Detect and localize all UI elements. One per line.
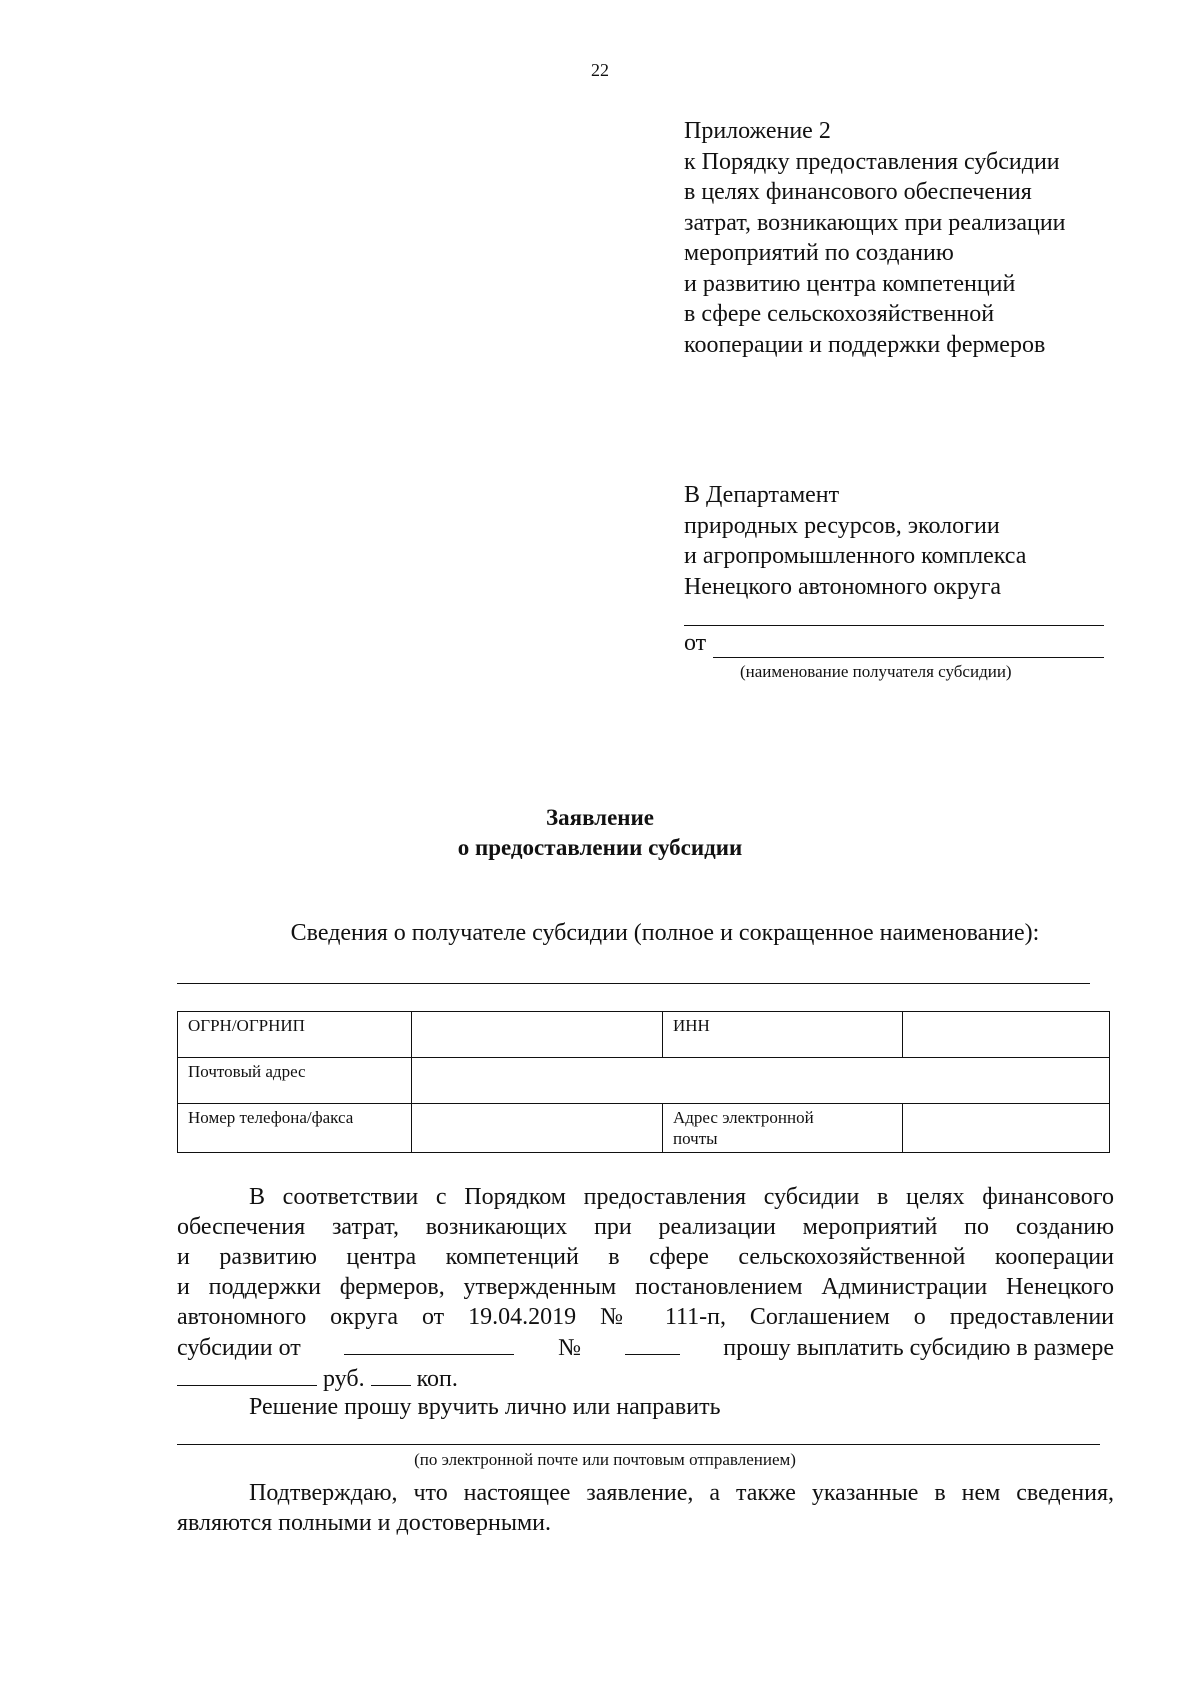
delivery-method-label: Решение прошу вручить лично или направить	[249, 1394, 721, 1420]
inn-value-cell[interactable]	[903, 1012, 1110, 1058]
subsidy-from-label: субсидии от	[177, 1335, 301, 1361]
document-title	[0, 803, 1200, 863]
email-label-line: Адрес электронной	[673, 1108, 814, 1127]
title-line: Заявление	[545, 805, 655, 830]
recipient-details-table	[177, 1011, 1110, 1153]
confirmation-paragraph	[177, 1478, 1114, 1538]
rub-label: руб.	[323, 1366, 365, 1392]
appendix-line: затрат, возникающих при реализации	[684, 209, 1066, 236]
postal-address-value-cell[interactable]	[412, 1058, 1110, 1104]
number-sign: №	[558, 1335, 581, 1361]
recipient-info-label: Сведения о получателе субсидии (полное и сокращенное наименование):	[290, 920, 1040, 946]
addressee-block	[684, 480, 1026, 602]
agreement-number-field[interactable]	[625, 1332, 680, 1355]
phone-label: Номер телефона/факса	[178, 1104, 412, 1153]
appendix-line: и развитию центра компетенций	[684, 270, 1016, 297]
amount-kop-field[interactable]	[371, 1363, 411, 1386]
phone-value-cell[interactable]	[412, 1104, 663, 1153]
paragraph-line: автономного округа от 19.04.2019 № 111-п, Соглашением о предоставлении	[177, 1304, 1114, 1330]
paragraph-line: обеспечения затрат, возникающих при реализации мероприятий по созданию	[177, 1214, 1114, 1240]
email-value-cell[interactable]	[903, 1104, 1110, 1153]
paragraph-line-fields	[177, 1332, 1114, 1363]
ogrn-value-cell[interactable]	[412, 1012, 663, 1058]
appendix-line: мероприятий по созданию	[684, 240, 954, 266]
addressee-line: Ненецкого автономного округа	[684, 573, 1002, 600]
kop-label: коп.	[416, 1366, 458, 1392]
recipient-name-blank-line	[177, 983, 1090, 984]
amount-rub-field[interactable]	[177, 1363, 317, 1386]
paragraph-line: и поддержки фермеров, утвержденным постановлением Администрации Ненецкого	[177, 1274, 1114, 1300]
from-blank-line	[713, 657, 1104, 658]
paragraph-line: В соответствии с Порядком предоставления субсидии в целях финансового	[249, 1184, 1114, 1210]
paragraph-line: Подтверждаю, что настоящее заявление, а также указанные в нем сведения,	[249, 1480, 1114, 1506]
paragraph-request	[177, 1182, 1114, 1394]
request-text: прошу выплатить субсидию в размере	[723, 1335, 1114, 1361]
delivery-method-note: (по электронной почте или почтовым отправлением)	[414, 1450, 796, 1469]
postal-address-label: Почтовый адрес	[178, 1058, 412, 1104]
delivery-method-blank-line[interactable]	[177, 1444, 1100, 1445]
appendix-header	[684, 116, 1066, 360]
title-line: о предоставлении субсидии	[457, 835, 743, 860]
appendix-line: в целях финансового обеспечения	[684, 179, 1032, 205]
addressee-line: природных ресурсов, экологии	[684, 512, 1000, 539]
paragraph-line-amount	[177, 1363, 1114, 1394]
recipient-name-note: (наименование получателя субсидии)	[740, 662, 1012, 681]
paragraph-line: являются полными и достоверными.	[177, 1510, 551, 1536]
email-label	[663, 1104, 903, 1153]
agreement-date-field[interactable]	[344, 1332, 514, 1355]
ogrn-label: ОГРН/ОГРНИП	[178, 1012, 412, 1058]
addressee-line: и агропромышленного комплекса	[684, 543, 1027, 569]
appendix-line: Приложение 2	[684, 118, 831, 144]
appendix-line: к Порядку предоставления субсидии	[684, 148, 1060, 175]
inn-label: ИНН	[663, 1012, 903, 1058]
appendix-line: в сфере сельскохозяйственной	[684, 301, 995, 327]
addressee-line: В Департамент	[684, 482, 840, 508]
from-label: от	[684, 630, 707, 656]
appendix-line: кооперации и поддержки фермеров	[684, 331, 1046, 358]
paragraph-line: и развитию центра компетенций в сфере сельскохозяйственной кооперации	[177, 1244, 1114, 1270]
page-number: 22	[591, 60, 609, 80]
addressee-blank-line	[684, 625, 1104, 626]
email-label-line: почты	[673, 1129, 718, 1148]
